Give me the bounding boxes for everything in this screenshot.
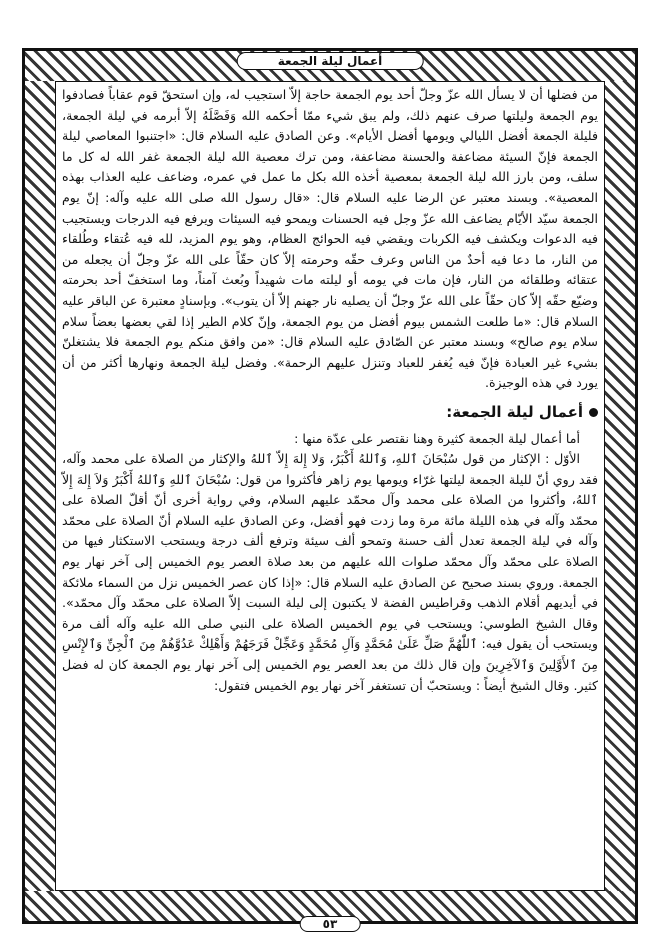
section-intro: أما أعمال ليلة الجمعة كثيرة وهنا نقتصر على عدّة منها : xyxy=(294,430,580,446)
running-header: أعمال ليلة الجمعة xyxy=(237,52,424,70)
page-number: ٥٣ xyxy=(300,916,361,932)
section-heading-text: أعمال ليلة الجمعة: xyxy=(446,402,583,421)
ornamental-border-left xyxy=(25,81,55,891)
ornamental-border-right xyxy=(605,81,635,891)
section-heading xyxy=(62,402,598,423)
section-body: الأوّل : الإكثار من قول سُبْحَانَ ٱللهِ، وَٱللهُ أَكْبَرُ، وَلا إِلهَ إِلاّ ٱللهُ والإكثار من الصلاة على محمد وآله، فقد روي أنّ لليلة الجمعة ليلتها غرّاء ويومها يوم زاهر فأكثروا من قول: سُبْحَانَ ٱللهِ وَٱللهُ أَكْبَرُ وَلاَ إِلهَ إِلاّ ٱللهُ، وأكثروا من الصلاة على محمد وآل محمّد عليهم السلام، وفي رواية أخرى أنّ أقلّ الصلاة على محمّد وآله في هذه الليلة مائة مرة وما زدت فهو أفضل، وعن الصادق عليه السلام أنّ الصلاة على محمّد وآله في ليلة الجمعة تعدل ألف حسنة وتمحو ألف سيئة وترفع ألف درجة ويستحب الاستكثار فيها من الصلاة على محمّد وآل محمّد صلوات الله عليهم من بعد صلاة العصر يوم الخميس إلى آخر نهار يوم الجمعة. وروي بسند صحيح عن الصادق عليه السلام قال: «إذا كان عصر الخميس نزل من السماء ملائكة في أيديهم أقلام الذهب وقراطيس الفضة لا يكتبون إلى ليلة السبت إلاّ الصلاة على محمّد وآل محمّد». وقال الشيخ الطوسي: ويستحب في يوم الخميس الصلاة على النبي صلى الله عليه وآله ألف مرة ويستحب أن يقول فيه: ٱللّٰهُمَّ صَلِّ عَلَىٰ مُحَمَّدٍ وَآلِ مُحَمَّدٍ وَعَجِّلْ فَرَجَهُمْ وَأَهْلِكْ عَدُوَّهُمْ مِنَ ٱلْجِنِّ وَٱلإِنْسِ مِنَ ٱلأَوَّلِينَ وَٱلآخِرِينَ وإن قال ذلك من بعد العصر يوم الخميس إلى آخر نهار يوم الجمعة كان له فضل كثير. وقال الشيخ أيضاً : ويستحبّ أن تستغفر آخر نهار يوم الخميس فتقول: xyxy=(62,451,598,693)
page-content xyxy=(62,85,598,875)
bullet-icon xyxy=(589,408,598,417)
body-paragraph: من فضلها أن لا يسأل الله عزّ وجلّ أحد يوم الجمعة حاجة إلاّ استجيب له، وإن استحقّ قوم عقاباً فصادفوا يوم الجمعة وليلتها صرف عنهم ذلك، ولم يبق شيء ممّا أحكمه الله وَفَصَّلَهُ إلاّ أبرمه في ليلة الجمعة، فليلة الجمعة أفضل الليالي ويومها أفضل الأيام». وعن الصادق عليه السلام قال: «اجتنبوا المعاصي ليلة الجمعة فإنّ السيئة مضاعفة والحسنة مضاعفة، ومن ترك معصية الله ليلة الجمعة غفر الله له كل ما سلف، ومن بارز الله ليلة الجمعة بمعصية أخذه الله بكل ما عمل في عمره، وضاعف عليه العذاب بهذه المعصية». وبسند معتبر عن الرضا عليه السلام قال: «قال رسول الله صلى الله عليه وآله: إنّ يوم الجمعة سيّد الأيّام يضاعف الله عزّ وجل فيه الحسنات ويمحو فيه السيئات ويرفع فيه الدرجات ويستجيب فيه الدعوات ويكشف فيه الكربات ويقضي فيه الحوائج العظام، وهو يوم المزيد، لله فيه عُتقاء وطُلقاء من النار، ما دعا فيه أحدٌ من الناس وعرف حقّه وحرمته إلاّ كان حقّاً على الله عزّ وجلّ أن يجعله من عتقائه وطلقائه من النار، فإن مات في يومه أو ليلته مات شهيداً وبُعث آمناً، وما استخفّ أحد بحرمته وضيّع حقّه إلاّ كان حقّاً على الله عزّ وجلّ أن يصليه نار جهنم إلاّ أن يتوب». وبإسنادٍ معتبرة عن الباقر عليه السلام قال: «ما طلعت الشمس بيوم أفضل من يوم الجمعة، وإنّ كلام الطير إذا لقي بعضها بعضاً سلام سلام يوم صالح» وبسند معتبر عن الصّادق عليه السلام قال: «من وافق منكم يوم الجمعة فلا يشتغلنّ بشيء غير العبادة فإنّ فيه يُغفر للعباد وتنزل عليهم الرحمة». وفضل ليلة الجمعة ونهارها أكثر من أن يورد في هذه الوجيزة. xyxy=(62,87,598,391)
